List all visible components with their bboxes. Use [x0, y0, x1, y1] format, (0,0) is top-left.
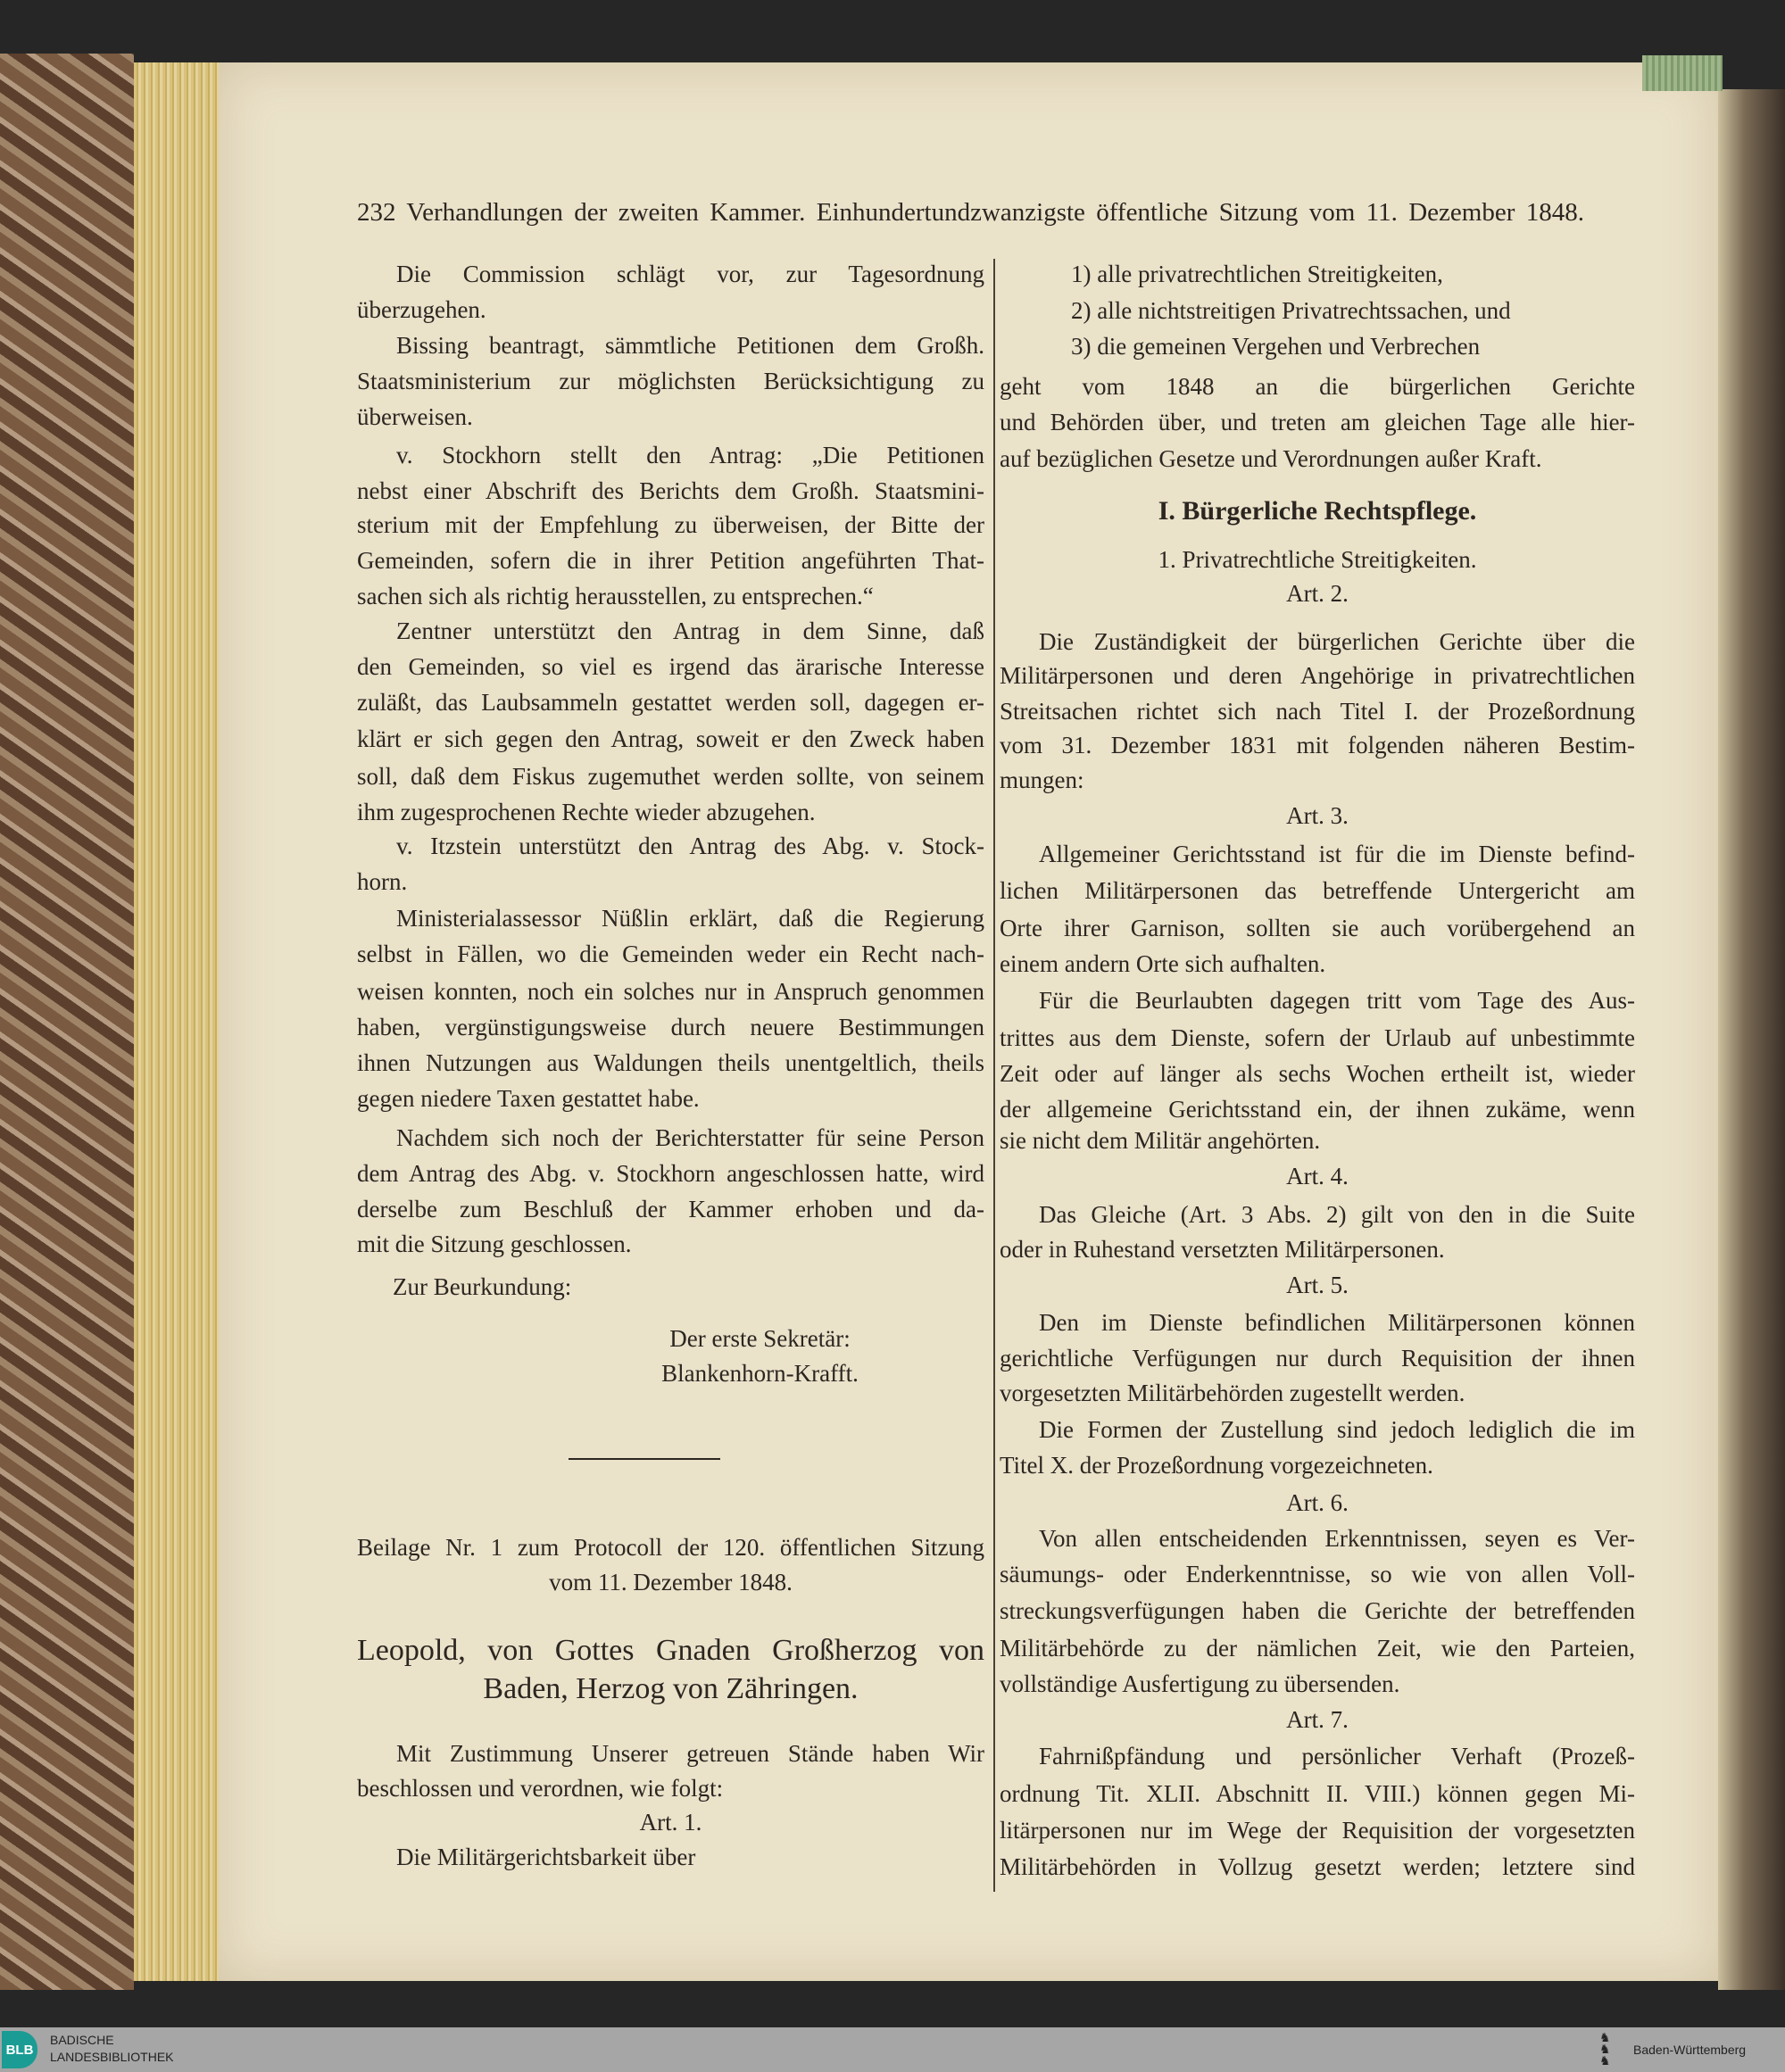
left-text-line: Art. 1.: [639, 1809, 702, 1836]
left-text-line: soll, daß dem Fiskus zugemuthet werden sollte, von seinem: [357, 763, 984, 790]
left-text-line: gegen niedere Taxen gestattet habe.: [357, 1085, 700, 1112]
library-name-line1: BADISCHE: [50, 2033, 114, 2047]
right-text-line: Die Zuständigkeit der bürgerlichen Gerichte über die: [1039, 628, 1635, 655]
right-text-line: und Behörden über, und treten am gleichen Tage alle hier-: [1000, 409, 1635, 435]
right-text-line: Allgemeiner Gerichtsstand ist für die im Dienste befind-: [1039, 841, 1635, 867]
right-text-line: Für die Beurlaubten dagegen tritt vom Tage des Aus-: [1039, 987, 1635, 1014]
left-text-line: Nachdem sich noch der Berichterstatter für seine Person: [396, 1124, 984, 1151]
left-text-line: Zur Beurkundung:: [393, 1273, 572, 1300]
left-text-line: derselbe zum Beschluß der Kammer erhoben und da-: [357, 1196, 984, 1222]
left-text-line: Die Militärgerichtsbarkeit über: [396, 1844, 696, 1870]
left-text-line: Blankenhorn-Krafft.: [661, 1360, 859, 1387]
right-text-line: ordnung Tit. XLII. Abschnitt II. VIII.) können gegen Mi-: [1000, 1780, 1635, 1807]
book-right-edge: [1718, 89, 1785, 1990]
library-footer: [0, 2027, 1785, 2072]
left-text-line: mit die Sitzung geschlossen.: [357, 1231, 632, 1257]
left-text-line: v. Stockhorn stellt den Antrag: „Die Petitionen: [396, 442, 984, 468]
left-text-line: überzugehen.: [357, 296, 486, 323]
left-text-line: klärt er sich gegen den Antrag, soweit er den Zweck haben: [357, 725, 984, 752]
right-text-line: Art. 6.: [1286, 1489, 1349, 1516]
left-text-line: Der erste Sekretär:: [669, 1325, 851, 1352]
book-cover-edge: [0, 54, 134, 1990]
left-text-line: selbst in Fällen, wo die Gemeinden weder ein Recht nach-: [357, 941, 984, 967]
right-text-line: Art. 5.: [1286, 1272, 1349, 1298]
left-text-line: Zentner unterstützt den Antrag in dem Sinne, daß: [396, 617, 984, 644]
right-text-line: Den im Dienste befindlichen Militärpersonen können: [1039, 1309, 1635, 1336]
column-divider: [993, 259, 995, 1892]
left-text-line: Baden, Herzog von Zähringen.: [483, 1672, 859, 1705]
left-text-line: Beilage Nr. 1 zum Protocoll der 120. öffentlichen Sitzung: [357, 1534, 984, 1561]
blb-logo: BLB: [2, 2031, 37, 2068]
right-text-line: gerichtliche Verfügungen nur durch Requisition der ihnen: [1000, 1345, 1635, 1372]
left-text-line: nebst einer Abschrift des Berichts dem Großh. Staatsmini-: [357, 477, 984, 504]
right-text-line: mungen:: [1000, 767, 1084, 793]
left-text-line: Leopold, von Gottes Gnaden Großherzog von: [357, 1634, 984, 1667]
right-text-line: litärpersonen nur im Wege der Requisition der vorgesetzten: [1000, 1817, 1635, 1844]
right-text-line: der allgemeine Gerichtsstand ein, der ihnen zukäme, wenn: [1000, 1096, 1635, 1123]
left-text-line: weisen konnten, noch ein solches nur in Anspruch genommen: [357, 978, 984, 1005]
left-text-line: überweisen.: [357, 403, 473, 430]
state-name: Baden-Württemberg: [1633, 2043, 1747, 2057]
page-edges: [134, 62, 219, 1981]
section-rule: [569, 1458, 720, 1460]
right-text-line: streckungsverfügungen haben die Gerichte der betreffenden: [1000, 1597, 1635, 1624]
right-text-line: Art. 2.: [1286, 580, 1349, 607]
left-text-line: dem Antrag des Abg. v. Stockhorn angeschlossen hatte, wird: [357, 1160, 984, 1187]
left-text-line: sterium mit der Empfehlung zu überweisen, der Bitte der: [357, 511, 984, 538]
left-text-line: Ministerialassessor Nüßlin erklärt, daß die Regierung: [396, 905, 984, 932]
right-text-line: 1) alle privatrechtlichen Streitigkeiten,: [1071, 261, 1443, 287]
running-header: 232 Verhandlungen der zweiten Kammer. Einhundertundzwanzigste öffentliche Sitzung vom 11. Dezember 1848.: [357, 198, 1584, 227]
right-text-line: trittes aus dem Dienste, sofern der Urlaub auf unbestimmte: [1000, 1024, 1635, 1051]
right-text-line: einem andern Orte sich aufhalten.: [1000, 950, 1326, 977]
right-text-line: vollständige Ausfertigung zu übersenden.: [1000, 1670, 1400, 1697]
right-text-line: oder in Ruhestand versetzten Militärpersonen.: [1000, 1236, 1445, 1263]
right-text-line: Die Formen der Zustellung sind jedoch lediglich die im: [1039, 1416, 1635, 1443]
left-text-line: vom 11. Dezember 1848.: [549, 1569, 793, 1595]
right-text-line: I. Bürgerliche Rechtspflege.: [1158, 496, 1477, 526]
right-text-line: Von allen entscheidenden Erkenntnissen, seyen es Ver-: [1039, 1525, 1635, 1552]
left-text-line: zuläßt, das Laubsammeln gestattet werden soll, dagegen er-: [357, 689, 984, 716]
right-text-line: vorgesetzten Militärbehörden zugestellt werden.: [1000, 1380, 1465, 1406]
left-text-line: den Gemeinden, so viel es irgend das ärarische Interesse: [357, 653, 984, 680]
right-text-line: geht vom 1848 an die bürgerlichen Gerichte: [1000, 373, 1635, 400]
right-text-line: Das Gleiche (Art. 3 Abs. 2) gilt von den in die Suite: [1039, 1201, 1635, 1228]
left-text-line: beschlossen und verordnen, wie folgt:: [357, 1775, 724, 1802]
right-text-line: Zeit oder auf länger als sechs Wochen ertheilt ist, wieder: [1000, 1060, 1635, 1087]
right-text-line: Militärbehörde zu der nämlichen Zeit, wie den Parteien,: [1000, 1635, 1635, 1662]
library-name-line2: LANDESBIBLIOTHEK: [50, 2050, 174, 2064]
right-text-line: Militärpersonen und deren Angehörige in privatrechtlichen: [1000, 662, 1635, 689]
left-text-line: Die Commission schlägt vor, zur Tagesordnung: [396, 261, 984, 287]
left-text-line: Staatsministerium zur möglichsten Berücksichtigung zu: [357, 368, 984, 394]
left-text-line: Gemeinden, sofern die in ihrer Petition angeführten That-: [357, 547, 984, 574]
right-text-line: Militärbehörden in Vollzug gesetzt werden; letztere sind: [1000, 1853, 1635, 1880]
right-text-line: 3) die gemeinen Vergehen und Verbrechen: [1071, 333, 1481, 360]
right-text-line: auf bezüglichen Gesetze und Verordnungen außer Kraft.: [1000, 445, 1542, 472]
right-text-line: Titel X. der Prozeßordnung vorgezeichneten.: [1000, 1452, 1433, 1479]
left-text-line: horn.: [357, 868, 408, 895]
right-text-line: 2) alle nichtstreitigen Privatrechtssachen, und: [1071, 297, 1511, 324]
left-text-line: v. Itzstein unterstützt den Antrag des Abg. v. Stock-: [396, 833, 984, 859]
bookmark-ribbon: [1642, 55, 1723, 91]
left-text-line: ihnen Nutzungen aus Waldungen theils unentgeltlich, theils: [357, 1049, 984, 1076]
left-text-line: Mit Zustimmung Unserer getreuen Stände haben Wir: [396, 1740, 984, 1767]
right-text-line: Art. 3.: [1286, 802, 1349, 829]
right-text-line: Fahrnißpfändung und persönlicher Verhaft (Prozeß-: [1039, 1743, 1635, 1769]
right-text-line: sie nicht dem Militär angehörten.: [1000, 1127, 1321, 1154]
left-text-line: Bissing beantragt, sämmtliche Petitionen dem Großh.: [396, 332, 984, 359]
right-text-line: vom 31. Dezember 1831 mit folgenden näheren Bestim-: [1000, 732, 1635, 758]
left-text-line: haben, vergünstigungsweise durch neuere Bestimmungen: [357, 1014, 984, 1040]
right-text-line: 1. Privatrechtliche Streitigkeiten.: [1158, 546, 1477, 573]
right-text-line: säumungs- oder Enderkenntnisse, so wie von allen Voll-: [1000, 1561, 1635, 1587]
right-text-line: Streitsachen richtet sich nach Titel I. der Prozeßordnung: [1000, 698, 1635, 725]
left-text-line: ihm zugesprochenen Rechte wieder abzugehen.: [357, 799, 816, 825]
right-text-line: Art. 4.: [1286, 1163, 1349, 1189]
left-text-line: sachen sich als richtig herausstellen, zu entsprechen.“: [357, 583, 874, 609]
right-text-line: Art. 7.: [1286, 1706, 1349, 1733]
right-text-line: Orte ihrer Garnison, sollten sie auch vorübergehend an: [1000, 915, 1635, 941]
right-text-line: lichen Militärpersonen das betreffende Untergericht am: [1000, 877, 1635, 904]
state-lion-icon: ♞ ♞ ♞: [1599, 2032, 1611, 2068]
